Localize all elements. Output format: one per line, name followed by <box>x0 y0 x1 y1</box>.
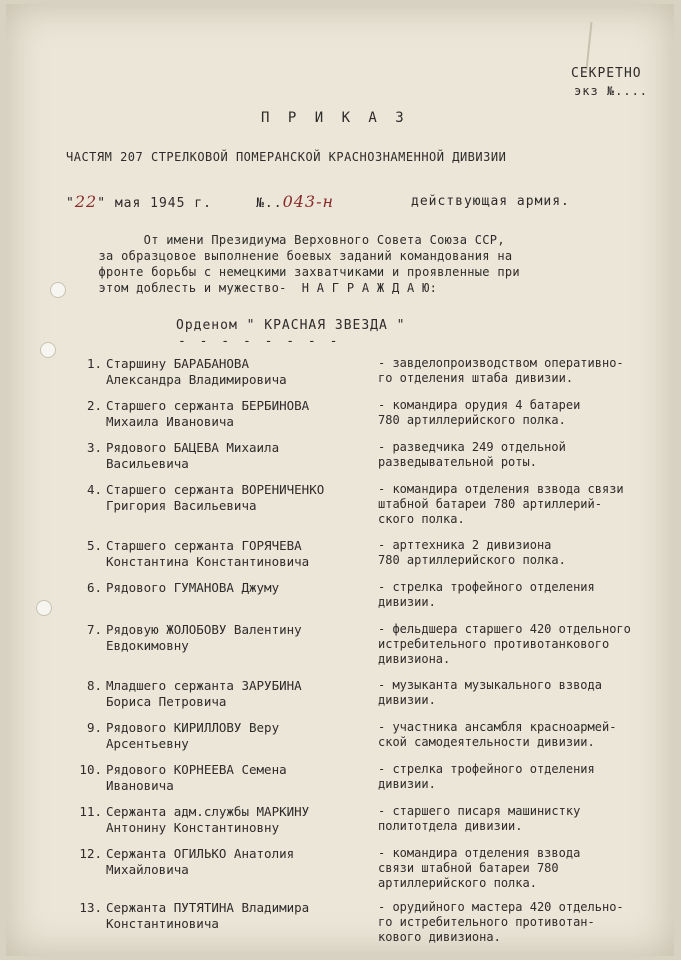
awardee-position-line: артиллерийского полка. <box>378 876 537 890</box>
awardee-name-line2: Антонину Константиновну <box>106 820 280 835</box>
list-item <box>68 398 678 446</box>
awardee-number: 8. <box>86 678 102 693</box>
awardee-name-line1: Старшину БАРАБАНОВА <box>106 356 249 371</box>
awardee-name-line1: Младшего сержанта ЗАРУБИНА <box>106 678 302 693</box>
awardee-name-line2: Константиновича <box>106 916 219 931</box>
awardee-position-line: - командира орудия 4 батареи <box>378 398 581 412</box>
awardee-name-line1: Сержанта адм.службы МАРКИНУ <box>106 804 310 819</box>
order-preamble: От имени Президиума Верховного Совета Союза ССР, за образцовое выполнение боевых заданий командования на фронте борьбы с немецкими захватчиками и проявленные при этом доблесть и мужество- Н А Г Р А Ж Д А Ю: <box>98 233 520 295</box>
awardee-name-line2: Константина Константиновича <box>106 554 310 569</box>
list-item <box>68 482 678 530</box>
secret-mark: СЕКРЕТНО <box>571 66 642 81</box>
awardee-number: 13. <box>79 900 102 915</box>
punch-hole <box>36 600 52 616</box>
awardee-name-line1: Старшего сержанта ГОРЯЧЕВА <box>106 538 302 553</box>
date-day: 22 <box>74 192 98 211</box>
award-underline: - - - - - - - - <box>178 334 341 349</box>
list-item <box>68 678 678 726</box>
awardee-name-line1: Рядового КОРНЕЕВА Семена <box>106 762 287 777</box>
awardee-name-line2: Михаила Ивановича <box>106 414 234 429</box>
awardee-position-line: дивизии. <box>378 595 436 609</box>
awardee-number: 5. <box>86 538 102 553</box>
awardee-position-line: 780 артиллерийского полка. <box>378 553 566 567</box>
awardee-position-line: - старшего писаря машинистку <box>378 804 581 818</box>
awardee-number: 1. <box>86 356 102 371</box>
awardee-number: 6. <box>86 580 102 595</box>
awardee-position-line: - участника ансамбля красноармей- <box>378 720 617 734</box>
awardee-position-line: дивизии. <box>378 693 436 707</box>
awardee-name-line2: Александра Владимировича <box>106 372 287 387</box>
list-item <box>68 720 678 768</box>
awardee-number: 12. <box>79 846 102 861</box>
awardee-number: 4. <box>86 482 102 497</box>
awardee-name-line1: Рядовую ЖОЛОБОВУ Валентину <box>106 622 302 637</box>
awardee-position-line: - завделопроизводством оперативно- <box>378 356 624 370</box>
awardee-name-line2: Евдокимовну <box>106 638 189 653</box>
awardee-position-line: связи штабной батареи 780 <box>378 861 559 875</box>
awardee-position-line: - музыканта музыкального взвода <box>378 678 602 692</box>
list-item <box>68 580 678 628</box>
awardee-position-line: 780 артиллерийского полка. <box>378 413 566 427</box>
order-date: "22" мая 1945 г. №..043-н <box>66 192 335 211</box>
awardee-position-line: ского полка. <box>378 512 465 526</box>
awardee-name-line2: Бориса Петровича <box>106 694 227 709</box>
awardee-position-line: - командира отделения взвода <box>378 846 581 860</box>
awardee-name-line1: Рядового КИРИЛЛОВУ Веру <box>106 720 280 735</box>
awardee-number: 7. <box>86 622 102 637</box>
document-subtitle: ЧАСТЯМ 207 СТРЕЛКОВОЙ ПОМЕРАНСКОЙ КРАСНОЗНАМЕННОЙ ДИВИЗИИ <box>66 150 507 164</box>
awardee-name-line1: Рядового ГУМАНОВА Джуму <box>106 580 280 595</box>
awardee-name-line2: Григория Васильевича <box>106 498 257 513</box>
awardee-name-line2: Арсентьевну <box>106 736 189 751</box>
awardee-position-line: го истребительного противотан- <box>378 915 595 929</box>
list-item <box>68 804 678 852</box>
awardee-position-line: дивизиона. <box>378 652 451 666</box>
awardee-position-line: дивизии. <box>378 777 436 791</box>
awardee-name-line2: Ивановича <box>106 778 174 793</box>
awardee-name-line1: Рядового БАЦЕВА Михаила <box>106 440 280 455</box>
awardee-number: 2. <box>86 398 102 413</box>
awardee-position-line: политотдела дивизии. <box>378 819 523 833</box>
awardee-name-line1: Сержанта ПУТЯТИНА Владимира <box>106 900 310 915</box>
awardee-number: 11. <box>79 804 102 819</box>
awardee-position-line: разведывательной роты. <box>378 455 537 469</box>
awardee-position-line: - фельдшера старшего 420 отдельного <box>378 622 631 636</box>
awardee-name-line1: Сержанта ОГИЛЬКО Анатолия <box>106 846 295 861</box>
awardee-number: 3. <box>86 440 102 455</box>
awardee-position-line: - стрелка трофейного отделения <box>378 580 595 594</box>
paper-tear <box>585 22 592 70</box>
awardee-position-line: го отделения штаба дивизии. <box>378 371 574 385</box>
list-item <box>68 846 678 894</box>
awardee-position-line: - разведчика 249 отдельной <box>378 440 566 454</box>
awardee-position-line: - орудийного мастера 420 отдельно- <box>378 900 624 914</box>
list-item <box>68 440 678 488</box>
order-number-prefix: №.. <box>256 196 283 211</box>
list-item <box>68 622 678 670</box>
list-item <box>68 900 678 948</box>
awardee-position-line: истребительного противотанкового <box>378 637 610 651</box>
awardee-name-line2: Васильевича <box>106 456 189 471</box>
order-award-name: Орденом " КРАСНАЯ ЗВЕЗДА " <box>176 318 406 333</box>
awardee-name-line1: Старшего сержанта ВОРЕНИЧЕНКО <box>106 482 325 497</box>
awardee-position-line: штабной батареи 780 артиллерий- <box>378 497 602 511</box>
army-label: действующая армия. <box>411 194 570 209</box>
date-month-year: мая 1945 г. <box>114 196 212 211</box>
awardee-position-line: - арттехника 2 дивизиона <box>378 538 552 552</box>
document-sheet <box>6 4 674 956</box>
punch-hole <box>50 282 66 298</box>
awardee-position-line: - стрелка трофейного отделения <box>378 762 595 776</box>
awardee-position-line: ской самодеятельности дивизии. <box>378 735 595 749</box>
list-item <box>68 538 678 586</box>
punch-hole <box>40 342 56 358</box>
awardee-position-line: кового дивизиона. <box>378 930 501 944</box>
list-item <box>68 356 678 404</box>
order-number: 043-н <box>282 192 335 211</box>
list-item <box>68 762 678 810</box>
document-title: П Р И К А З <box>261 110 409 126</box>
awardee-position-line: - командира отделения взвода связи <box>378 482 624 496</box>
awardee-name-line2: Михайловича <box>106 862 189 877</box>
awardee-number: 10. <box>79 762 102 777</box>
copy-number: экз №.... <box>574 84 649 98</box>
awardee-number: 9. <box>86 720 102 735</box>
awardee-name-line1: Старшего сержанта БЕРБИНОВА <box>106 398 310 413</box>
